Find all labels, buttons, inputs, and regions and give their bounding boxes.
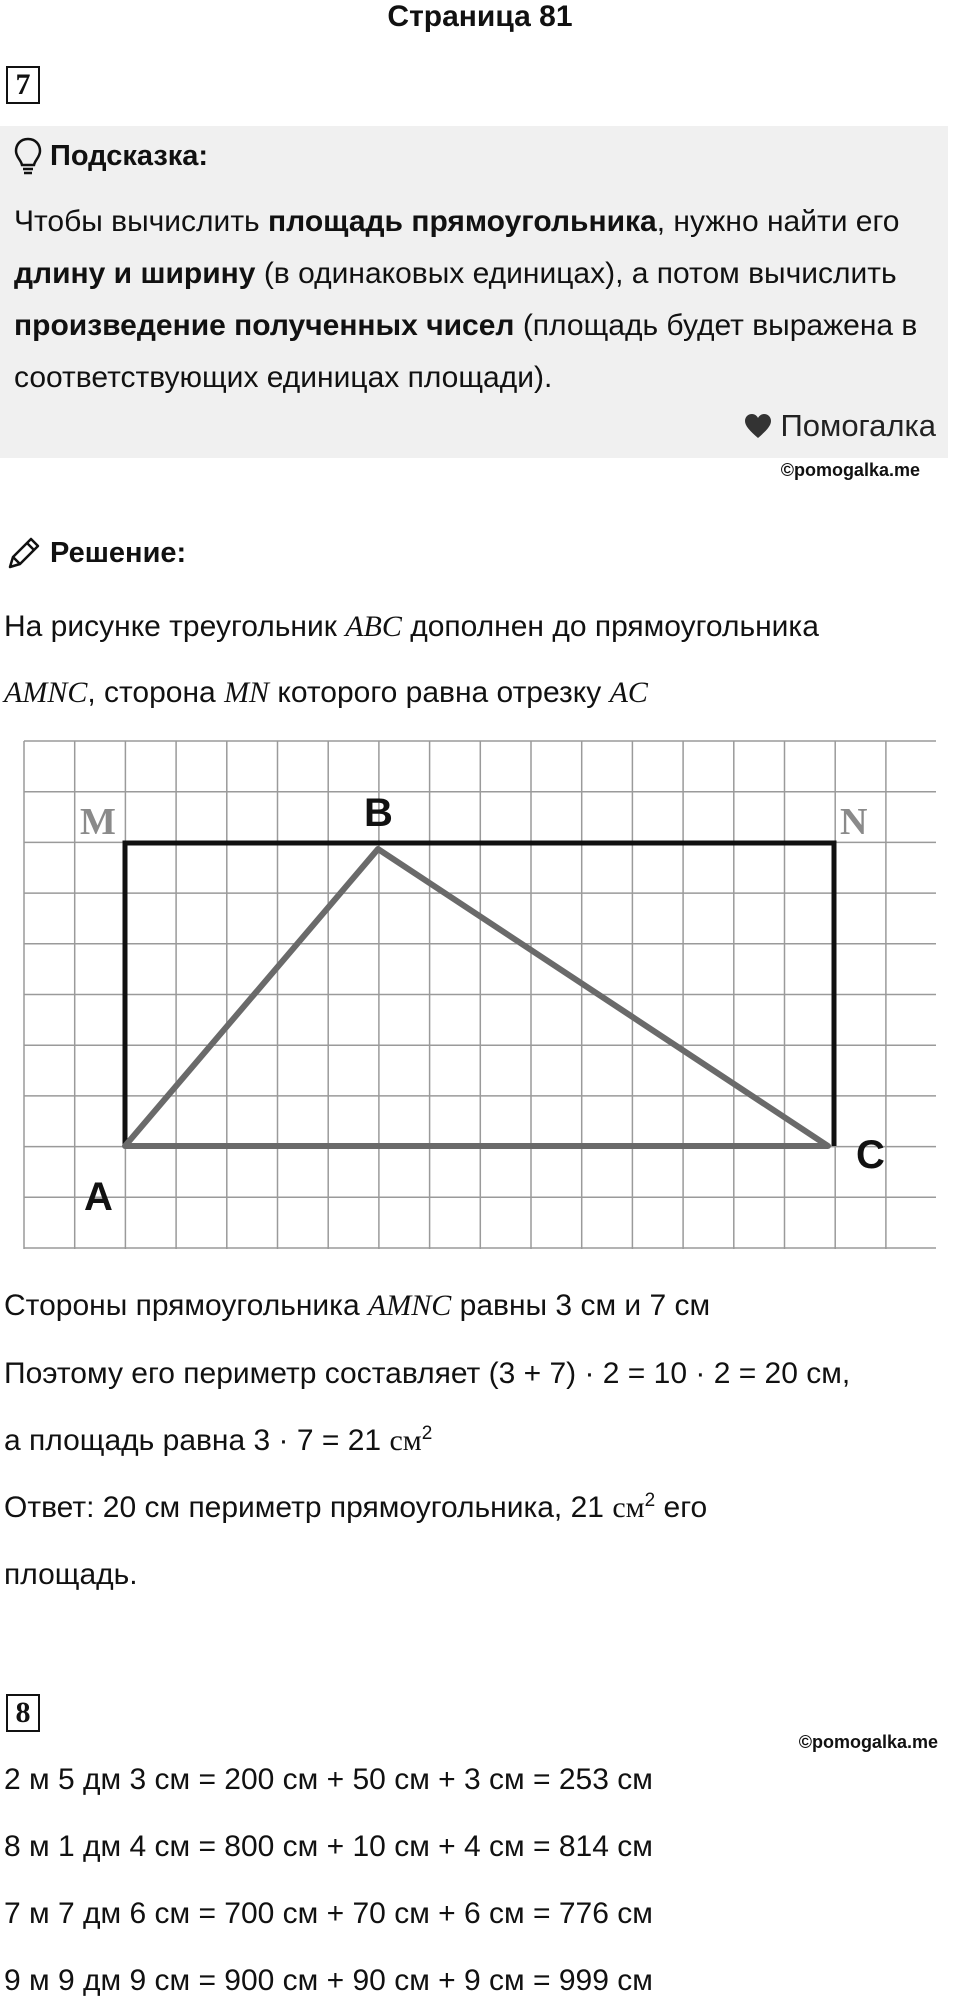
- hint-bold-product: произведение полученных чисел: [14, 309, 515, 342]
- hint-title: Подсказка:: [50, 139, 209, 172]
- hint-bold-dimensions: длину и ширину: [14, 257, 256, 290]
- brand-name: Помогалка: [780, 408, 936, 443]
- text: а площадь равна 3 · 7 = 21: [4, 1424, 390, 1457]
- answer-line-1: [4, 1488, 707, 1528]
- math-ac: AC: [609, 676, 648, 709]
- text: На рисунке треугольник: [4, 610, 346, 643]
- math-amnc: AMNC: [367, 1289, 452, 1322]
- unit-cm: см: [389, 1424, 422, 1457]
- hint-text-part: (в одинаковых единицах), а потом вычислить: [255, 257, 897, 290]
- math-mn: MN: [224, 676, 270, 709]
- result-line-3: [4, 1421, 432, 1461]
- unit-cm: см: [612, 1491, 645, 1524]
- task-number-8: 8: [6, 1694, 40, 1732]
- exponent: 2: [421, 1423, 433, 1444]
- text: которого равна отрезку: [269, 676, 610, 709]
- hint-text-part: Чтобы вычислить: [14, 205, 269, 238]
- task-number-7: 7: [6, 66, 40, 104]
- result-line-1: [4, 1286, 710, 1326]
- grid-lines: [24, 741, 936, 1249]
- label-b: B: [364, 791, 393, 835]
- conversion-line: 2 м 5 дм 3 см = 200 см + 50 см + 3 см = 253 см: [4, 1763, 653, 1796]
- text: его: [655, 1491, 708, 1524]
- label-a: A: [84, 1175, 113, 1219]
- text: Ответ: 20 см периметр прямоугольника, 21: [4, 1491, 613, 1524]
- solution-title: Решение:: [50, 536, 187, 569]
- math-abc: ABC: [345, 610, 402, 643]
- exponent: 2: [644, 1490, 656, 1511]
- hint-bold-area: площадь прямоугольника: [268, 205, 657, 238]
- math-amnc: AMNC: [4, 676, 88, 709]
- label-c: C: [856, 1133, 885, 1177]
- text: дополнен до прямоугольника: [401, 610, 819, 643]
- answer-line-2: площадь.: [4, 1558, 138, 1591]
- conversion-line: 8 м 1 дм 4 см = 800 см + 10 см + 4 см = 814 см: [4, 1830, 653, 1863]
- conversion-line: 7 м 7 дм 6 см = 700 см + 70 см + 6 см = 776 см: [4, 1897, 653, 1930]
- page-title: Страница 81: [387, 0, 573, 33]
- text: Стороны прямоугольника: [4, 1289, 368, 1322]
- hint-text-part: (площадь будет выражена в соответствующих единицах площади).: [14, 309, 918, 394]
- hint-text-part: , нужно найти его: [656, 205, 900, 238]
- copyright-label: ©pomogalka.me: [780, 460, 920, 480]
- label-n: N: [840, 801, 868, 843]
- copyright-label-2: ©pomogalka.me: [798, 1732, 938, 1752]
- text: , сторона: [87, 676, 225, 709]
- result-line-2: Поэтому его периметр составляет (3 + 7) · 2 = 10 · 2 = 20 см,: [4, 1357, 851, 1390]
- label-m: M: [80, 801, 116, 843]
- text: равны 3 см и 7 см: [451, 1289, 711, 1322]
- conversion-line: 9 м 9 дм 9 см = 900 см + 90 см + 9 см = 999 см: [4, 1964, 653, 1997]
